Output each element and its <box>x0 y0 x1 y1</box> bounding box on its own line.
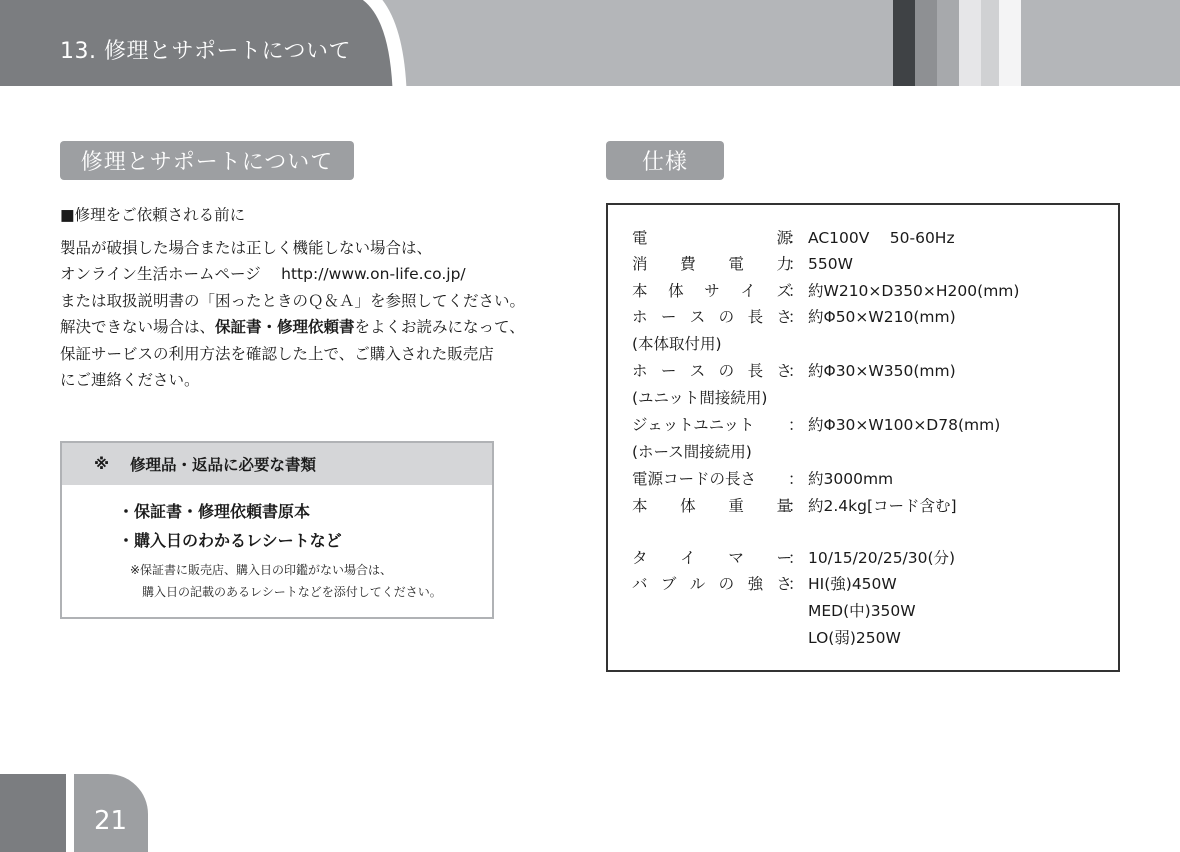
spec-row <box>608 598 1108 624</box>
required-documents-title: 修理品・返品に必要な書類 <box>130 456 317 474</box>
spec-row <box>608 466 1108 492</box>
spec-row <box>608 225 1108 251</box>
repair-line-4-post: をよくお読みになって、 <box>354 318 525 336</box>
spec-colon: ： <box>788 229 804 247</box>
warranty-emphasis: 保証書・修理依頼書 <box>215 318 355 336</box>
spec-label-char: ー <box>660 308 677 326</box>
repair-line-4 <box>60 314 525 340</box>
repair-line-3: または取扱説明書の「困ったときのＱ＆Ａ」を参照してください。 <box>60 292 526 310</box>
spec-label <box>632 571 792 597</box>
spec-label-char: 重 <box>728 497 744 515</box>
spec-label-char: ス <box>689 362 706 380</box>
spec-label-char: タ <box>632 549 648 567</box>
spec-value: AC100V 50-60Hz <box>808 229 955 247</box>
spec-colon: ： <box>788 308 804 326</box>
spec-row <box>608 331 1108 357</box>
accent-bar <box>959 0 981 86</box>
spec-value: 約Φ30×W350(mm) <box>808 362 956 380</box>
spec-table <box>606 203 1120 672</box>
spec-label-char: 体 <box>680 497 696 515</box>
spec-label-char: ズ <box>776 282 792 300</box>
spec-label-char: サ <box>704 282 720 300</box>
spec-value: 約Φ30×W100×D78(mm) <box>808 416 1001 434</box>
spec-label-char: イ <box>740 282 756 300</box>
spec-label-char: 本 <box>632 282 648 300</box>
spec-label-text: 電源コードの長さ <box>632 470 757 488</box>
spec-label-text: (本体取付用) <box>632 335 722 353</box>
spec-row <box>608 545 1108 571</box>
before-request-heading: ■修理をご依頼される前に <box>60 206 246 224</box>
spec-label-char: 力 <box>776 255 792 273</box>
repair-line-6: にご連絡ください。 <box>60 371 200 389</box>
spec-colon: ： <box>788 549 804 567</box>
spec-row <box>608 625 1108 651</box>
page-number: 21 <box>94 806 128 836</box>
spec-value: 550W <box>808 255 853 273</box>
spec-label-char: 電 <box>632 229 648 247</box>
spec-label-char: 強 <box>747 575 764 593</box>
spec-label <box>632 545 792 571</box>
spec-row <box>608 571 1108 597</box>
page-number-tab <box>74 774 148 852</box>
spec-label-text: ジェットユニット <box>632 416 755 434</box>
repair-line-1: 製品が破損した場合または正しく機能しない場合は、 <box>60 239 433 257</box>
spec-colon: ： <box>788 362 804 380</box>
accent-bar <box>893 0 915 86</box>
document-note-line: 購入日の記載のあるレシートなどを添付してください。 <box>142 585 442 599</box>
spec-label <box>632 439 792 465</box>
document-item: ・購入日のわかるレシートなど <box>118 531 342 550</box>
spec-label-char: さ <box>776 575 792 593</box>
spec-label <box>632 385 792 411</box>
spec-label-char: さ <box>776 362 792 380</box>
spec-label-char: の <box>718 362 735 380</box>
repair-line-2: オンライン生活ホームページ http://www.on-life.co.jp/ <box>60 265 466 283</box>
spec-row <box>608 358 1108 384</box>
spec-label-char: 費 <box>680 255 696 273</box>
spec-label <box>632 358 792 384</box>
spec-colon: ： <box>788 470 804 488</box>
accent-bar <box>937 0 959 86</box>
spec-value: HI(強)450W <box>808 575 897 593</box>
spec-colon: ： <box>788 497 804 515</box>
spec-label-char: 源 <box>776 229 792 247</box>
spec-colon: ： <box>788 255 804 273</box>
spec-label-char: 体 <box>668 282 684 300</box>
chapter-title: 13. 修理とサポートについて <box>60 39 352 64</box>
spec-value: 約Φ50×W210(mm) <box>808 308 956 326</box>
spec-value: 約W210×D350×H200(mm) <box>808 282 1020 300</box>
document-item: ・保証書・修理依頼書原本 <box>118 502 311 521</box>
spec-label-char: ブ <box>660 575 677 593</box>
spec-label-char: ス <box>689 308 706 326</box>
spec-colon: ： <box>788 575 804 593</box>
spec-label-char: ル <box>689 575 706 593</box>
accent-bar <box>999 0 1021 86</box>
document-note-line: ※保証書に販売店、購入日の印鑑がない場合は、 <box>130 563 393 577</box>
spec-label <box>632 493 792 519</box>
spec-row <box>608 493 1108 519</box>
spec-label-char: ー <box>776 549 792 567</box>
repair-line-4-pre: 解決できない場合は、 <box>60 318 216 336</box>
spec-label <box>632 412 792 438</box>
page-header <box>0 0 1180 86</box>
spec-colon: ： <box>788 416 804 434</box>
spec-label-char: ホ <box>632 308 648 326</box>
spec-colon: ： <box>788 282 804 300</box>
spec-label <box>632 251 792 277</box>
spec-label <box>632 304 792 330</box>
spec-label-text: (ホース間接続用) <box>632 443 752 461</box>
spec-label-char: 本 <box>632 497 648 515</box>
spec-value: 約3000mm <box>808 470 894 488</box>
spec-label <box>632 466 792 492</box>
spec-label-char: 長 <box>747 308 764 326</box>
spec-value: 10/15/20/25/30(分) <box>808 549 956 567</box>
spec-label-char: 長 <box>747 362 764 380</box>
spec-row <box>608 304 1108 330</box>
spec-row <box>608 251 1108 277</box>
spec-label <box>632 331 792 357</box>
spec-label-char: ー <box>660 362 677 380</box>
repair-section-label: 修理とサポートについて <box>60 141 354 180</box>
spec-value: MED(中)350W <box>808 602 916 620</box>
spec-label-char: さ <box>776 308 792 326</box>
accent-bar <box>981 0 999 86</box>
spec-value: LO(弱)250W <box>808 629 901 647</box>
page-number-dark-block <box>0 774 66 852</box>
required-documents-box <box>60 441 494 619</box>
spec-label <box>632 225 792 251</box>
spec-label-char: 量 <box>776 497 792 515</box>
spec-value: 約2.4kg[コード含む] <box>808 497 957 515</box>
note-mark: ※ <box>94 455 110 473</box>
spec-label <box>632 278 792 304</box>
spec-row <box>608 412 1108 438</box>
spec-section-label: 仕様 <box>606 141 724 180</box>
accent-bar <box>915 0 937 86</box>
spec-label-char: 消 <box>632 255 648 273</box>
spec-label-char: マ <box>728 549 744 567</box>
spec-label-char: ホ <box>632 362 648 380</box>
spec-label-char: イ <box>680 549 696 567</box>
spec-label-char: の <box>718 575 735 593</box>
repair-line-5: 保証サービスの利用方法を確認した上で、ご購入された販売店 <box>60 345 494 363</box>
spec-row <box>608 385 1108 411</box>
spec-label-char: バ <box>632 575 648 593</box>
spec-row <box>608 439 1108 465</box>
spec-label-char: の <box>718 308 735 326</box>
spec-label-char: 電 <box>728 255 744 273</box>
spec-row <box>608 278 1108 304</box>
required-documents-header <box>62 443 492 485</box>
spec-label-text: (ユニット間接続用) <box>632 389 768 407</box>
